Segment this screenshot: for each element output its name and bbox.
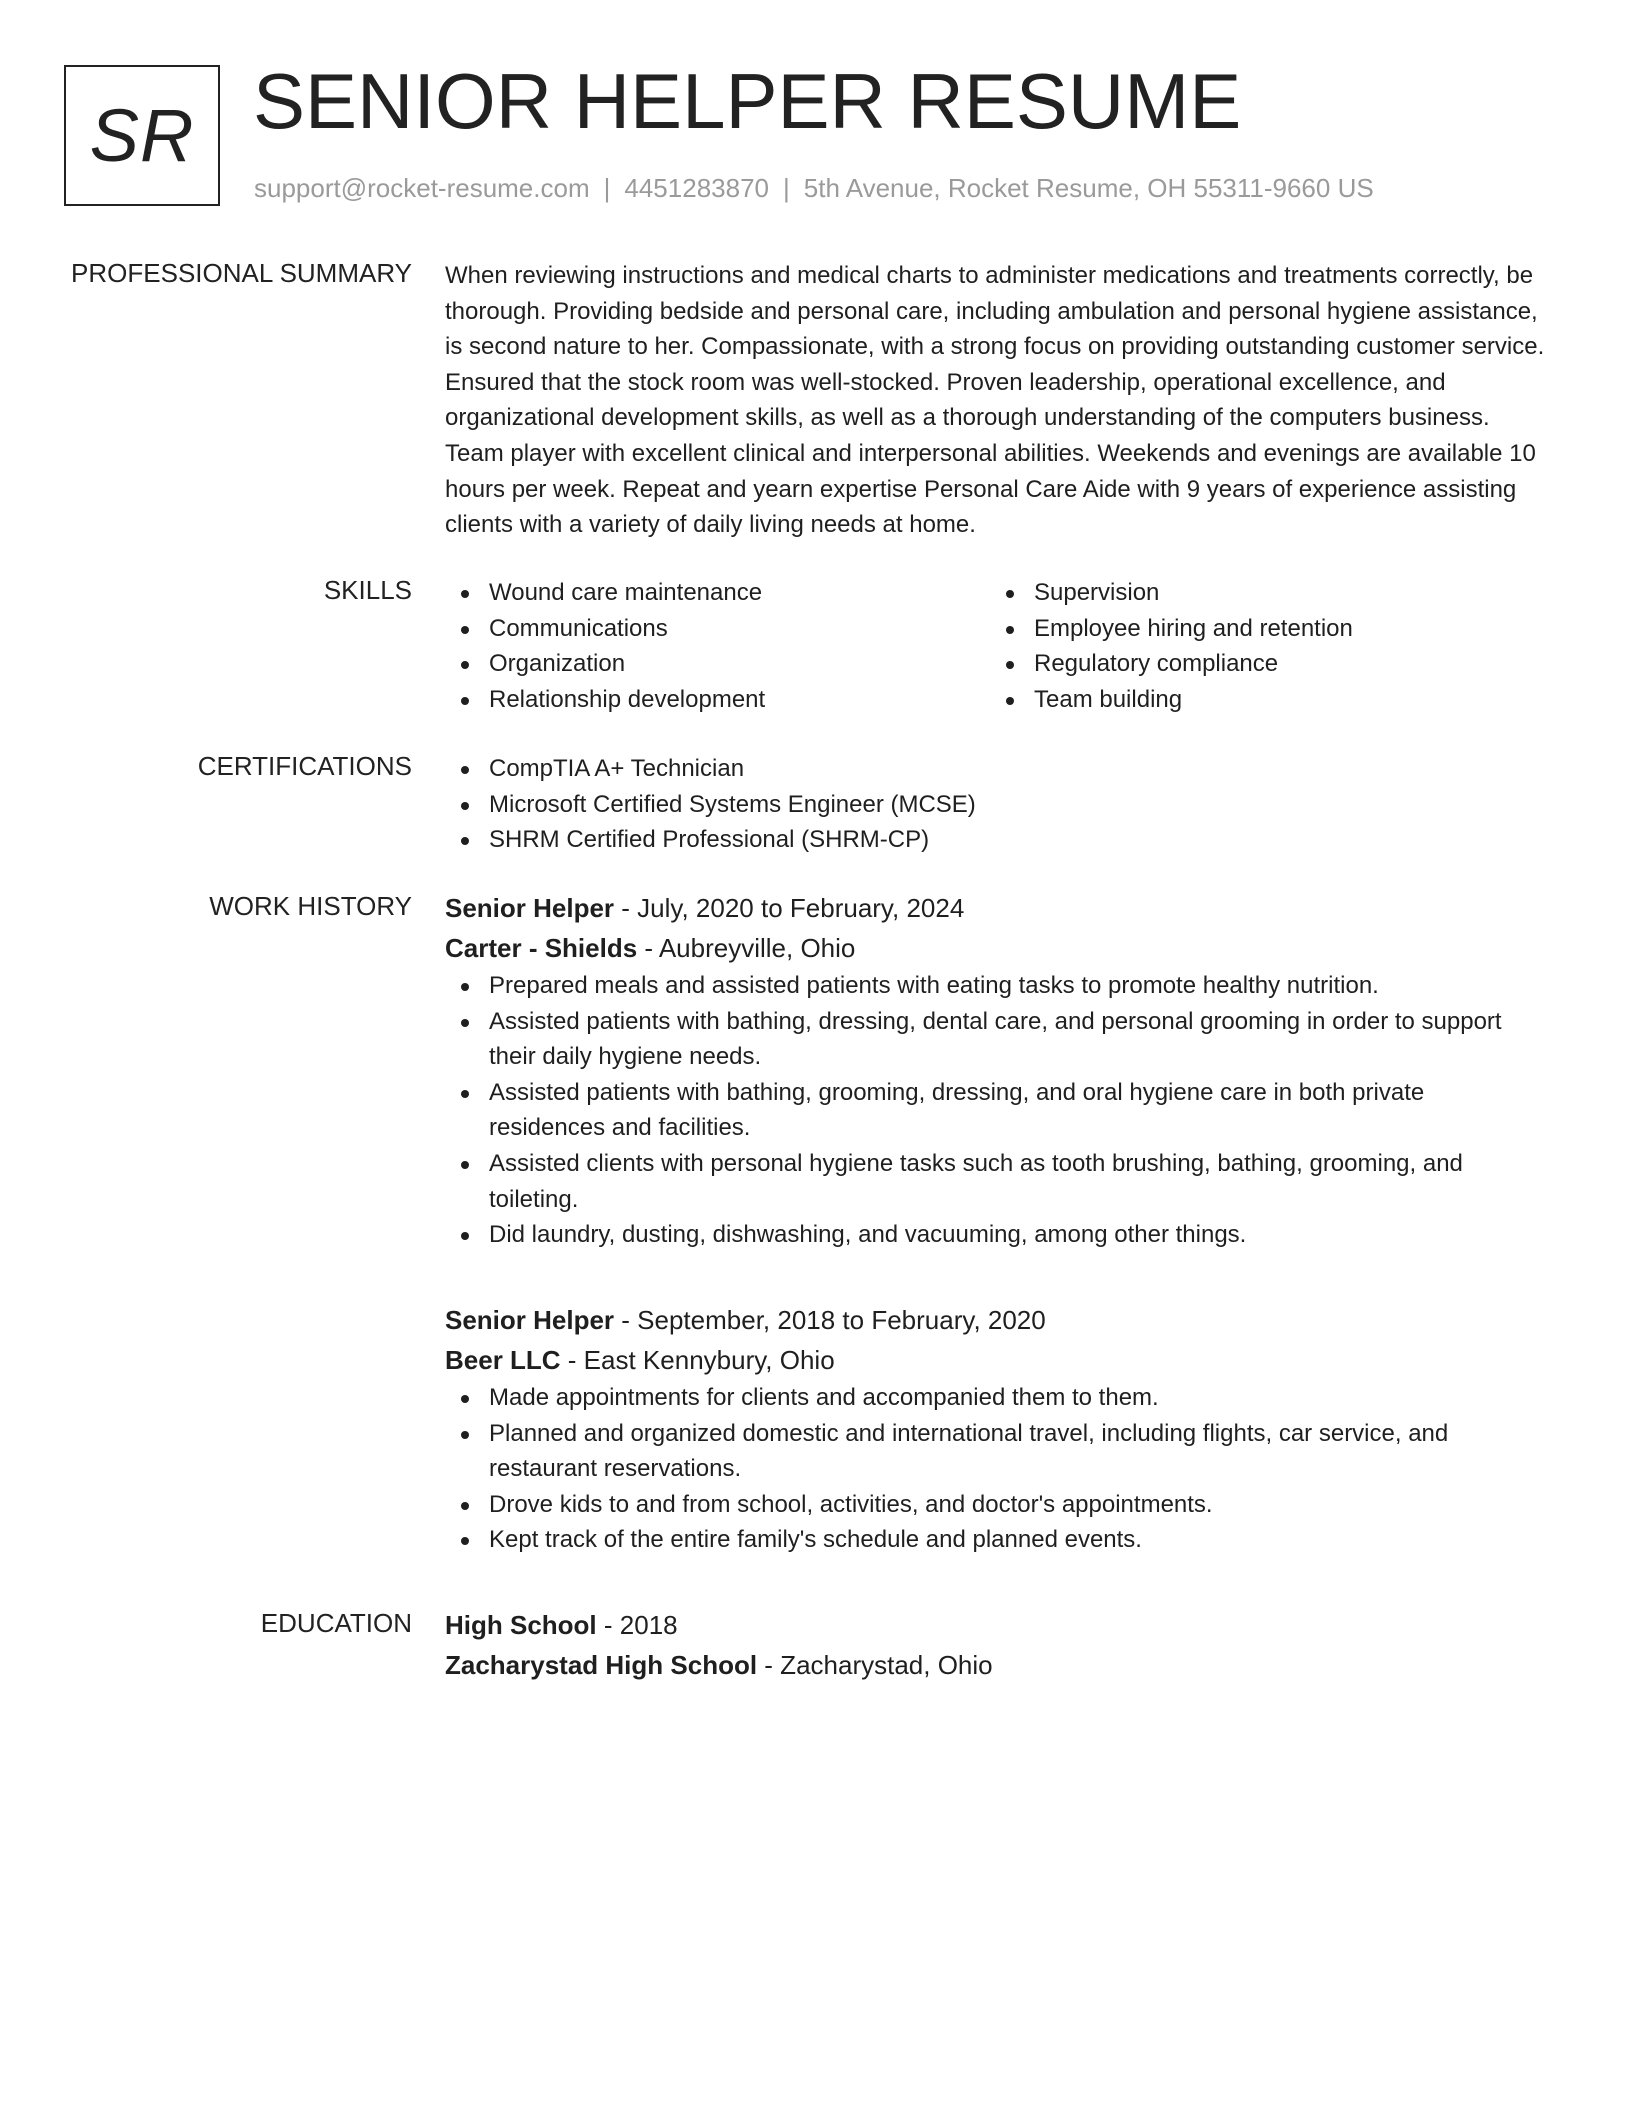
contact-email: support@rocket-resume.com (254, 173, 590, 203)
job-duty-item: Prepared meals and assisted patients with eating tasks to promote healthy nutrition. (445, 968, 1545, 1004)
section-title-work-history: WORK HISTORY (209, 891, 412, 921)
skill-item: Relationship development (445, 682, 990, 718)
contact-separator: | (783, 173, 790, 203)
job-location: - East Kennybury, Ohio (560, 1345, 835, 1375)
job-title-line (445, 1300, 1545, 1340)
certification-item: SHRM Certified Professional (SHRM-CP) (445, 822, 1545, 858)
education-school: Zacharystad High School (445, 1650, 758, 1680)
job-role: Senior Helper (445, 893, 615, 923)
education-school-line (445, 1645, 1545, 1685)
certification-item: CompTIA A+ Technician (445, 751, 1545, 787)
job-dates: - September, 2018 to February, 2020 (614, 1305, 1046, 1335)
skill-item: Communications (445, 611, 990, 647)
resume-header (64, 57, 1564, 210)
contact-line (254, 173, 1374, 204)
education-year: - 2018 (596, 1610, 678, 1640)
job-company-line (445, 1340, 1545, 1380)
section-title-certifications: CERTIFICATIONS (197, 751, 412, 781)
job-company: Beer LLC (445, 1345, 561, 1375)
education-location: - Zacharystad, Ohio (757, 1650, 993, 1680)
job-location: - Aubreyville, Ohio (637, 933, 856, 963)
job-title-line (445, 888, 1545, 928)
section-title-education: EDUCATION (260, 1608, 412, 1638)
job-duty-item: Assisted clients with personal hygiene tasks such as tooth brushing, bathing, grooming, and toileting. (445, 1146, 1545, 1217)
certification-item: Microsoft Certified Systems Engineer (MCSE) (445, 787, 1545, 823)
section-title-skills: SKILLS (323, 575, 412, 605)
skills-list (445, 575, 1545, 717)
contact-address: 5th Avenue, Rocket Resume, OH 55311-9660 US (803, 173, 1374, 203)
job-company: Carter - Shields (445, 933, 638, 963)
summary-text: When reviewing instructions and medical charts to administer medications and treatments correctly, be thorough. Providing bedside and personal care, including ambulation and personal hygiene assistance, is second nature to her. Compassionate, with a strong focus on providing outstanding customer service. Ensured that the stock room was well-stocked. Proven leadership, operational excellence, and organizational development skills, as well as a thorough understanding of the computers business. Team player with excellent clinical and interpersonal abilities. Weekends and evenings are available 10 hours per week. Repeat and yearn expertise Personal Care Aide with 9 years of experience assisting clients with a variety of daily living needs at home. (445, 262, 1545, 539)
job-duty-item: Made appointments for clients and accompanied them to them. (445, 1380, 1545, 1416)
skill-item: Wound care maintenance (445, 575, 990, 611)
skill-item: Employee hiring and retention (990, 611, 1535, 647)
job-duty-item: Drove kids to and from school, activities, and doctor's appointments. (445, 1487, 1545, 1523)
job-duty-item: Assisted patients with bathing, grooming, dressing, and oral hygiene care in both private residences and facilities. (445, 1075, 1545, 1146)
job-entry (445, 888, 1545, 1253)
job-duty-item: Did laundry, dusting, dishwashing, and vacuuming, among other things. (445, 1217, 1545, 1253)
section-title-summary: PROFESSIONAL SUMMARY (71, 258, 412, 288)
monogram-logo: SR (64, 65, 220, 206)
skill-item: Regulatory compliance (990, 646, 1535, 682)
skill-item: Team building (990, 682, 1535, 718)
contact-separator: | (603, 173, 611, 203)
job-dates: - July, 2020 to February, 2024 (614, 893, 965, 923)
education-degree: High School (445, 1610, 597, 1640)
skills-column-left (445, 575, 990, 717)
education-entry (445, 1605, 1545, 1685)
job-role: Senior Helper (445, 1305, 615, 1335)
job-company-line (445, 928, 1545, 968)
skill-item: Organization (445, 646, 990, 682)
job-duty-item: Kept track of the entire family's schedule and planned events. (445, 1522, 1545, 1558)
job-duties-list (445, 1380, 1545, 1558)
job-duty-item: Assisted patients with bathing, dressing, dental care, and personal grooming in order to support their daily hygiene needs. (445, 1004, 1545, 1075)
skill-item: Supervision (990, 575, 1535, 611)
skills-column-right (990, 575, 1535, 717)
certifications-list (445, 751, 1545, 858)
job-entry (445, 1300, 1545, 1558)
job-duty-item: Planned and organized domestic and international travel, including flights, car service, and restaurant reservations. (445, 1416, 1545, 1487)
resume-title: SENIOR HELPER RESUME (253, 57, 1242, 145)
contact-phone: 4451283870 (624, 173, 769, 203)
education-degree-line (445, 1605, 1545, 1645)
job-duties-list (445, 968, 1545, 1253)
